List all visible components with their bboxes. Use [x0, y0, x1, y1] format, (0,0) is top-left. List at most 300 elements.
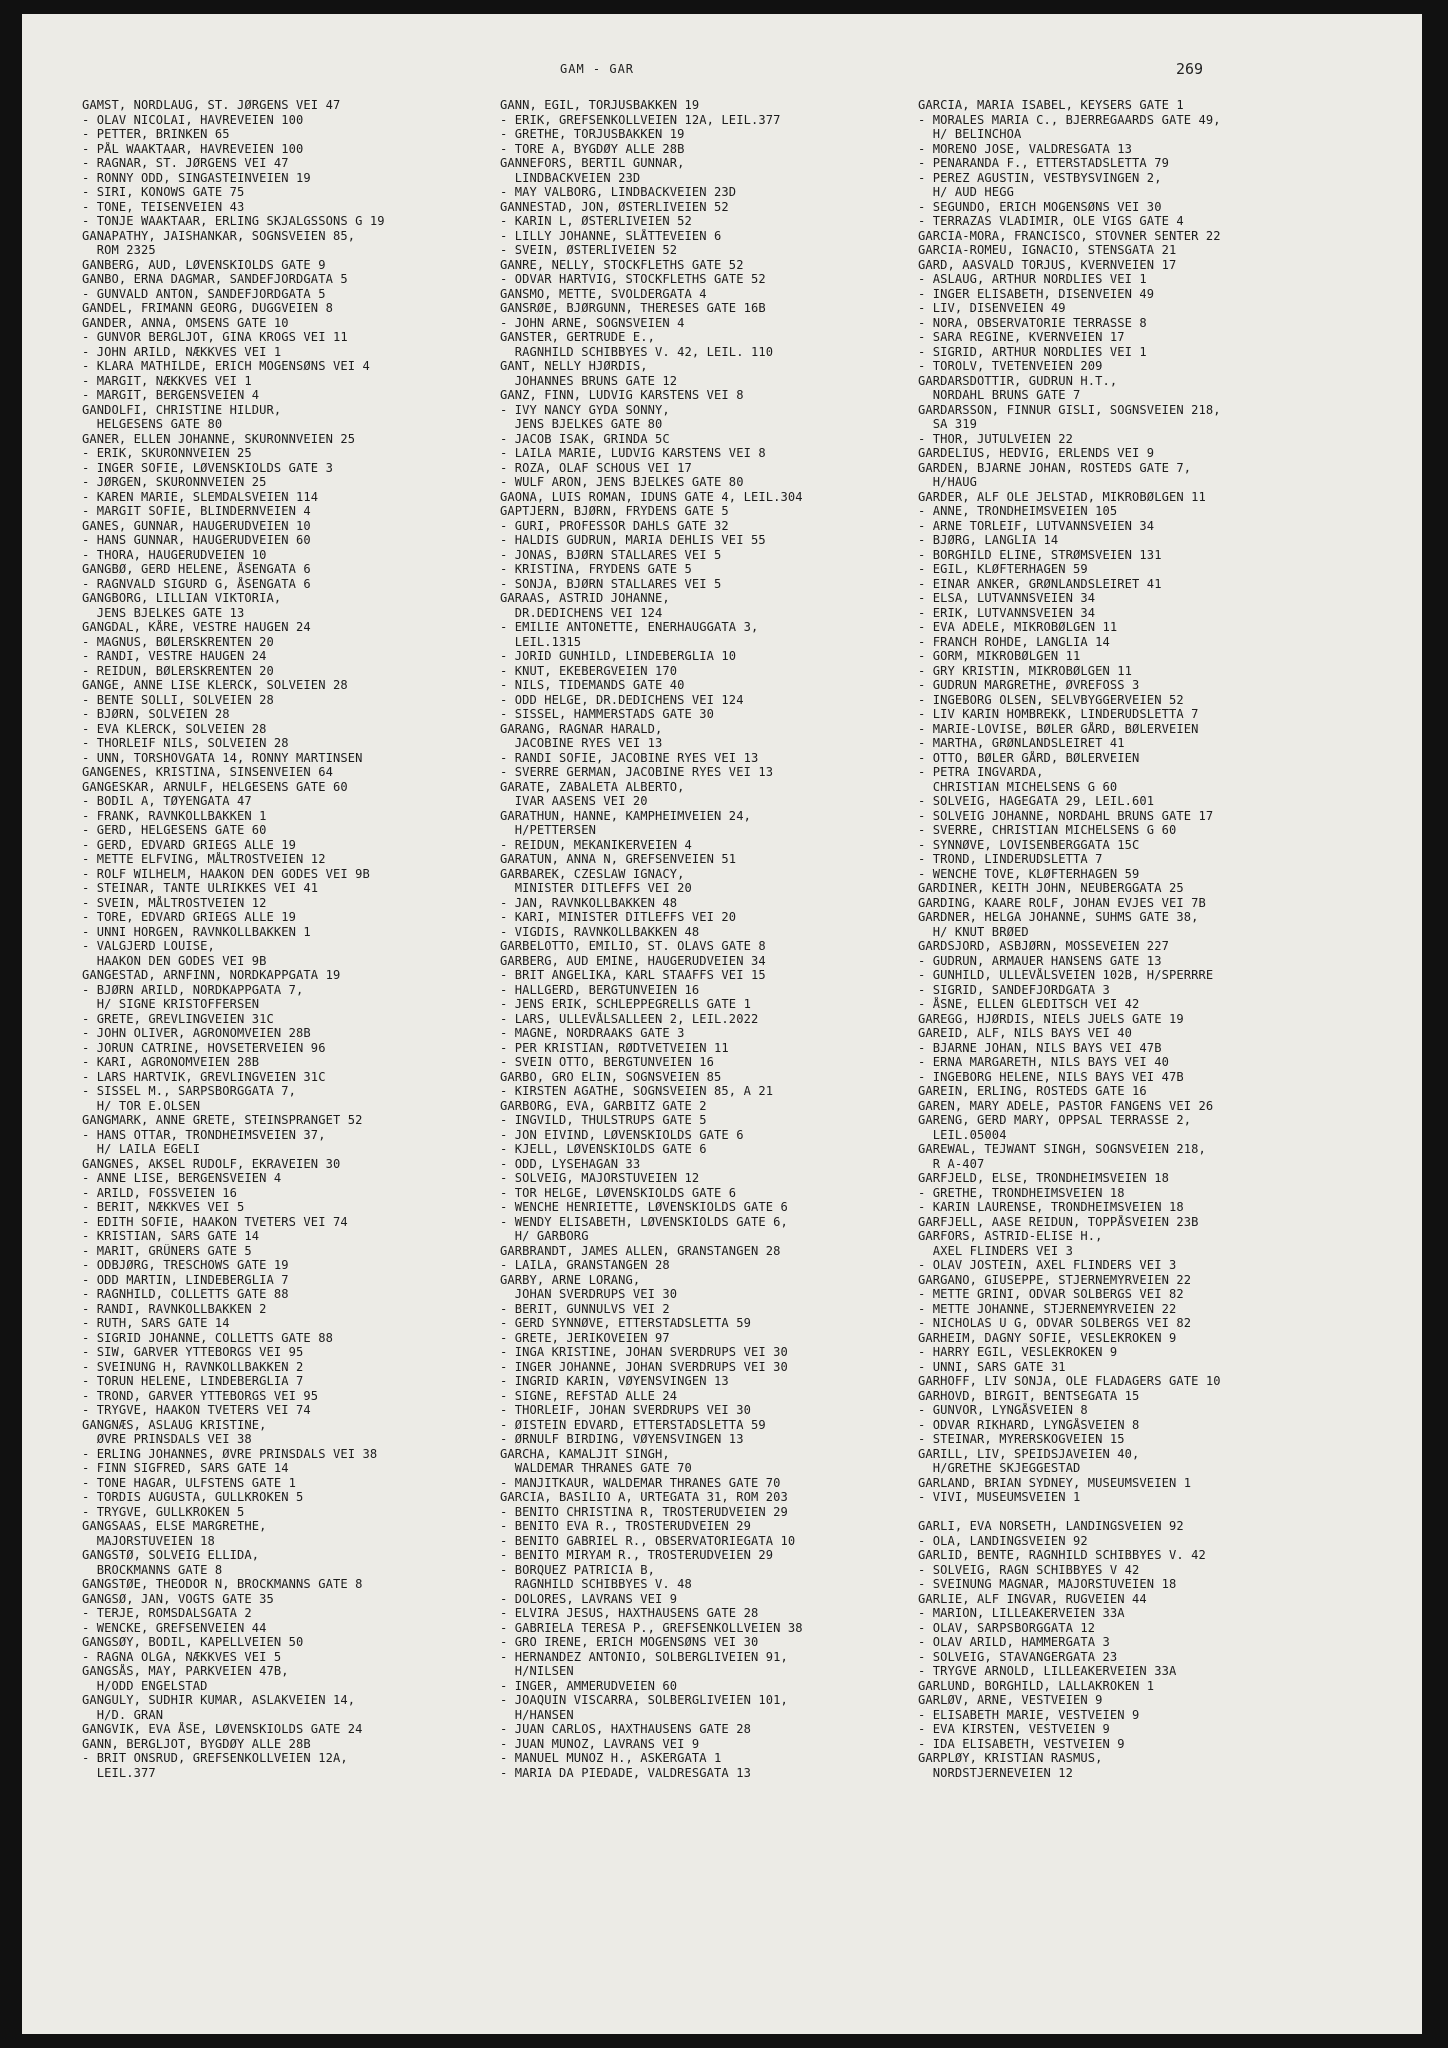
- directory-column-1: [82, 98, 385, 1780]
- directory-entry-line: H/NILSEN: [500, 1664, 574, 1678]
- directory-entry-line: - TERJE, ROMSDALSGATA 2: [82, 1606, 252, 1620]
- directory-entry-line: - SOLVEIG, HAGEGATA 29, LEIL.601: [918, 794, 1155, 808]
- directory-entry-line: - GABRIELA TERESA P., GREFSENKOLLVEIEN 38: [500, 1620, 803, 1635]
- directory-entry-line: GARLI, EVA NORSETH, LANDINGSVEIEN 92: [918, 1519, 1184, 1533]
- directory-entry-line: RAGNHILD SCHIBBYES V. 42, LEIL. 110: [500, 344, 774, 359]
- directory-entry-line: - HANS GUNNAR, HAUGERUDVEIEN 60: [82, 533, 311, 547]
- directory-entry-line: - TRYGVE ARNOLD, LILLEAKERVEIEN 33A: [918, 1664, 1177, 1678]
- directory-entry-line: - EMILIE ANTONETTE, ENERHAUGGATA 3,: [500, 620, 759, 634]
- directory-entry-line: - KARIN LAURENSE, TRONDHEIMSVEIEN 18: [918, 1200, 1184, 1214]
- directory-entry-line: - SIW, GARVER YTTEBORGS VEI 95: [82, 1345, 304, 1359]
- directory-entry-line: - BENTE SOLLI, SOLVEIEN 28: [82, 692, 274, 707]
- directory-entry-line: MAJORSTUVEIEN 18: [82, 1533, 215, 1548]
- directory-entry-line: - OLA, LANDINGSVEIEN 92: [918, 1533, 1088, 1548]
- directory-entry-line: - JORUN CATRINE, HOVSETERVEIEN 96: [82, 1040, 326, 1055]
- directory-entry-line: - KRISTIAN, SARS GATE 14: [82, 1229, 260, 1243]
- directory-entry-line: - SOLVEIG, RAGN SCHIBBYES V 42: [918, 1562, 1140, 1577]
- directory-entry-line: - MARION, LILLEAKERVEIEN 33A: [918, 1606, 1125, 1620]
- directory-entry-line: GARDINER, KEITH JOHN, NEUBERGGATA 25: [918, 881, 1184, 895]
- directory-entry-line: - TRYGVE, GULLKROKEN 5: [82, 1504, 245, 1519]
- directory-entry-line: BROCKMANNS GATE 8: [82, 1562, 223, 1577]
- directory-entry-line: - ELISABETH MARIE, VESTVEIEN 9: [918, 1707, 1140, 1722]
- directory-entry-line: GAREN, MARY ADELE, PASTOR FANGENS VEI 26: [918, 1098, 1214, 1113]
- directory-entry-line: GARANG, RAGNAR HARALD,: [500, 721, 663, 736]
- directory-entry-line: GAMST, NORDLAUG, ST. JØRGENS VEI 47: [82, 98, 341, 112]
- directory-entry-line: - LAILA MARIE, LUDVIG KARSTENS VEI 8: [500, 446, 766, 460]
- directory-entry-line: - STEINAR, MYRERSKOGVEIEN 15: [918, 1432, 1125, 1446]
- directory-entry-line: - JONAS, BJØRN STALLARES VEI 5: [500, 547, 722, 562]
- directory-entry-line: - TONE, TEISENVEIEN 43: [82, 199, 245, 214]
- directory-entry-line: - TOR HELGE, LØVENSKIOLDS GATE 6: [500, 1185, 737, 1200]
- directory-entry-line: HELGESENS GATE 80: [82, 417, 223, 431]
- directory-entry-line: GAREID, ALF, NILS BAYS VEI 40: [918, 1026, 1133, 1040]
- directory-entry-line: - ELVIRA JESUS, HAXTHAUSENS GATE 28: [500, 1606, 759, 1620]
- directory-entry-line: GARLAND, BRIAN SYDNEY, MUSEUMSVEIEN 1: [918, 1475, 1192, 1490]
- directory-entry-line: - BJARNE JOHAN, NILS BAYS VEI 47B: [918, 1040, 1162, 1055]
- directory-entry-line: - RANDI, VESTRE HAUGEN 24: [82, 649, 267, 663]
- directory-entry-line: - SVERRE, CHRISTIAN MICHELSENS G 60: [918, 823, 1177, 837]
- directory-entry-line: NORDSTJERNEVEIEN 12: [918, 1765, 1074, 1780]
- directory-entry-line: - KJELL, LØVENSKIOLDS GATE 6: [500, 1142, 707, 1156]
- directory-entry-line: - GRO IRENE, ERICH MOGENSØNS VEI 30: [500, 1635, 759, 1649]
- directory-entry-line: LEIL.377: [82, 1765, 156, 1780]
- directory-entry-line: - ANNE LISE, BERGENSVEIEN 4: [82, 1171, 282, 1185]
- directory-entry-line: GARLID, BENTE, RAGNHILD SCHIBBYES V. 42: [918, 1548, 1206, 1562]
- directory-entry-line: - LARS HARTVIK, GREVLINGVEIEN 31C: [82, 1069, 326, 1084]
- directory-entry-line: - JENS ERIK, SCHLEPPEGRELLS GATE 1: [500, 997, 751, 1011]
- directory-entry-line: - MARGIT, BERGENSVEIEN 4: [82, 388, 260, 402]
- directory-entry-line: GARBY, ARNE LORANG,: [500, 1272, 641, 1287]
- directory-entry-line: - THORLEIF, JOHAN SVERDRUPS VEI 30: [500, 1403, 751, 1417]
- directory-entry-line: - METTE GRINI, ODVAR SOLBERGS VEI 82: [918, 1287, 1184, 1301]
- directory-entry-line: - OLAV NICOLAI, HAVREVEIEN 100: [82, 112, 304, 127]
- directory-entry-line: GARATHUN, HANNE, KAMPHEIMVEIEN 24,: [500, 808, 751, 823]
- directory-entry-line: - OTTO, BØLER GÅRD, BØLERVEIEN: [918, 750, 1140, 765]
- directory-entry-line: WALDEMAR THRANES GATE 70: [500, 1461, 692, 1475]
- directory-entry-line: GARCIA, BASILIO A, URTEGATA 31, ROM 203: [500, 1490, 788, 1504]
- directory-entry-line: GANGENES, KRISTINA, SINSENVEIEN 64: [82, 765, 333, 779]
- directory-entry-line: - KAREN MARIE, SLEMDALSVEIEN 114: [82, 489, 319, 504]
- directory-entry-line: - MARGIT, NÆKKVES VEI 1: [82, 373, 252, 388]
- directory-entry-line: - METTE JOHANNE, STJERNEMYRVEIEN 22: [918, 1301, 1177, 1316]
- directory-entry-line: - JAN, RAVNKOLLBAKKEN 48: [500, 895, 678, 910]
- directory-entry-line: GAONA, LUIS ROMAN, IDUNS GATE 4, LEIL.304: [500, 489, 803, 504]
- directory-entry-line: - EGIL, KLØFTERHAGEN 59: [918, 562, 1088, 576]
- directory-entry-line: - GRY KRISTIN, MIKROBØLGEN 11: [918, 663, 1133, 678]
- directory-entry-line: - INGEBORG OLSEN, SELVBYGGERVEIEN 52: [918, 692, 1184, 707]
- directory-entry-line: - ODBJØRG, TRESCHOWS GATE 19: [82, 1258, 289, 1272]
- directory-entry-line: - BENITO MIRYAM R., TROSTERUDVEIEN 29: [500, 1548, 774, 1562]
- directory-entry-line: - JACOB ISAK, GRINDA 5C: [500, 431, 670, 446]
- directory-entry-line: - LIV KARIN HOMBREKK, LINDERUDSLETTA 7: [918, 707, 1199, 721]
- directory-entry-line: - BERIT, NÆKKVES VEI 5: [82, 1200, 245, 1214]
- directory-entry-line: H/ODD ENGELSTAD: [82, 1678, 208, 1693]
- directory-entry-line: - PETTER, BRINKEN 65: [82, 127, 230, 141]
- directory-entry-line: - GUNVALD ANTON, SANDEFJORDGATA 5: [82, 286, 326, 301]
- directory-entry-line: - EDITH SOFIE, HAAKON TVETERS VEI 74: [82, 1214, 348, 1229]
- directory-entry-line: - FINN SIGFRED, SARS GATE 14: [82, 1461, 289, 1475]
- directory-entry-line: IVAR AASENS VEI 20: [500, 794, 648, 808]
- directory-entry-line: - BENITO GABRIEL R., OBSERVATORIEGATA 10: [500, 1533, 796, 1548]
- directory-entry-line: H/ KNUT BRØED: [918, 924, 1029, 939]
- directory-entry-line: JENS BJELKES GATE 13: [82, 605, 245, 620]
- directory-entry-line: GARHOFF, LIV SONJA, OLE FLADAGERS GATE 10: [918, 1374, 1221, 1388]
- directory-entry-line: - INGER SOFIE, LØVENSKIOLDS GATE 3: [82, 460, 333, 475]
- directory-entry-line: - SVEINUNG H, RAVNKOLLBAKKEN 2: [82, 1359, 304, 1374]
- directory-entry-line: - ÅSNE, ELLEN GLEDITSCH VEI 42: [918, 997, 1140, 1011]
- directory-entry-line: H/D. GRAN: [82, 1707, 164, 1722]
- directory-entry-line: - TORUN HELENE, LINDEBERGLIA 7: [82, 1374, 304, 1388]
- directory-entry-line: - GUNVOR BERGLJOT, GINA KROGS VEI 11: [82, 330, 348, 344]
- directory-entry-line: - BENITO CHRISTINA R, TROSTERUDVEIEN 29: [500, 1504, 788, 1519]
- directory-entry-line: - GORM, MIKROBØLGEN 11: [918, 649, 1081, 663]
- directory-entry-line: - REIDUN, MEKANIKERVEIEN 4: [500, 837, 692, 852]
- directory-entry-line: GANBERG, AUD, LØVENSKIOLDS GATE 9: [82, 257, 326, 272]
- directory-entry-line: - ODVAR HARTVIG, STOCKFLETHS GATE 52: [500, 272, 766, 286]
- directory-entry-line: - GERD SYNNØVE, ETTERSTADSLETTA 59: [500, 1316, 751, 1330]
- directory-entry-line: GANGMARK, ANNE GRETE, STEINSPRANGET 52: [82, 1113, 363, 1127]
- directory-entry-line: GARDARSDOTTIR, GUDRUN H.T.,: [918, 373, 1118, 388]
- directory-entry-line: GANGNES, AKSEL RUDOLF, EKRAVEIEN 30: [82, 1156, 341, 1171]
- directory-entry-line: GANGSAAS, ELSE MARGRETHE,: [82, 1519, 267, 1533]
- directory-entry-line: - SYNNØVE, LOVISENBERGGATA 15C: [918, 837, 1140, 852]
- directory-entry-line: - INGEBORG HELENE, NILS BAYS VEI 47B: [918, 1069, 1184, 1084]
- directory-entry-line: - MAY VALBORG, LINDBACKVEIEN 23D: [500, 185, 737, 199]
- directory-entry-line: - IDA ELISABETH, VESTVEIEN 9: [918, 1736, 1125, 1751]
- directory-entry-line: - SVEIN OTTO, BERGTUNVEIEN 16: [500, 1055, 715, 1069]
- directory-entry-line: - TONE HAGAR, ULFSTENS GATE 1: [82, 1475, 297, 1490]
- directory-entry-line: - ODD, LYSEHAGAN 33: [500, 1156, 641, 1171]
- directory-entry-line: - ARILD, FOSSVEIEN 16: [82, 1185, 238, 1200]
- directory-entry-line: - HANS OTTAR, TRONDHEIMSVEIEN 37,: [82, 1127, 326, 1142]
- directory-entry-line: - THOR, JUTULVEIEN 22: [918, 431, 1074, 446]
- directory-entry-line: GARDER, ALF OLE JELSTAD, MIKROBØLGEN 11: [918, 489, 1206, 504]
- directory-entry-line: - NILS, TIDEMANDS GATE 40: [500, 678, 685, 692]
- directory-entry-line: - BORGHILD ELINE, STRØMSVEIEN 131: [918, 547, 1162, 562]
- directory-entry-line: - GRETE, GREVLINGVEIEN 31C: [82, 1011, 274, 1026]
- directory-entry-line: - MANJITKAUR, WALDEMAR THRANES GATE 70: [500, 1475, 781, 1490]
- directory-entry-line: GANGNÆS, ASLAUG KRISTINE,: [82, 1417, 267, 1432]
- directory-entry-line: - TRYGVE, HAAKON TVETERS VEI 74: [82, 1403, 311, 1417]
- directory-entry-line: GARCIA-MORA, FRANCISCO, STOVNER SENTER 22: [918, 228, 1221, 243]
- directory-entry-line: GARCIA, MARIA ISABEL, KEYSERS GATE 1: [918, 98, 1184, 112]
- directory-entry-line: - RAGNHILD, COLLETTS GATE 88: [82, 1287, 289, 1301]
- directory-entry-line: - KARIN L, ØSTERLIVEIEN 52: [500, 214, 692, 228]
- directory-entry-line: CHRISTIAN MICHELSENS G 60: [918, 779, 1118, 794]
- directory-entry-line: H/PETTERSEN: [500, 823, 596, 837]
- running-header: GAM - GAR: [560, 62, 635, 76]
- directory-entry-line: - MANUEL MUNOZ H., ASKERGATA 1: [500, 1751, 722, 1765]
- directory-entry-line: GARBORG, EVA, GARBITZ GATE 2: [500, 1098, 707, 1113]
- directory-entry-line: - KIRSTEN AGATHE, SOGNSVEIEN 85, A 21: [500, 1084, 774, 1098]
- directory-entry-line: - BJØRG, LANGLIA 14: [918, 533, 1059, 547]
- directory-entry-line: - MAGNE, NORDRAAKS GATE 3: [500, 1026, 685, 1040]
- directory-entry-line: NORDAHL BRUNS GATE 7: [918, 388, 1081, 402]
- directory-entry-line: GANGESKAR, ARNULF, HELGESENS GATE 60: [82, 779, 348, 794]
- directory-entry-line: - LIV, DISENVEIEN 49: [918, 301, 1066, 315]
- directory-entry-line: - ERNA MARGARETH, NILS BAYS VEI 40: [918, 1055, 1169, 1069]
- directory-entry-line: - HALDIS GUDRUN, MARIA DEHLIS VEI 55: [500, 533, 766, 547]
- directory-entry-line: - SONJA, BJØRN STALLARES VEI 5: [500, 576, 722, 591]
- directory-entry-line: JACOBINE RYES VEI 13: [500, 736, 663, 750]
- directory-entry-line: MINISTER DITLEFFS VEI 20: [500, 881, 692, 895]
- directory-entry-line: H/HANSEN: [500, 1707, 574, 1722]
- directory-entry-line: GANN, EGIL, TORJUSBAKKEN 19: [500, 98, 700, 112]
- directory-entry-line: - HERNANDEZ ANTONIO, SOLBERGLIVEIEN 91,: [500, 1649, 788, 1664]
- directory-entry-line: DR.DEDICHENS VEI 124: [500, 605, 663, 620]
- directory-entry-line: GAREGG, HJØRDIS, NIELS JUELS GATE 19: [918, 1011, 1184, 1026]
- directory-entry-line: - WULF ARON, JENS BJELKES GATE 80: [500, 475, 744, 489]
- directory-entry-line: - SOLVEIG, STAVANGERGATA 23: [918, 1649, 1118, 1664]
- directory-entry-line: - WENDY ELISABETH, LØVENSKIOLDS GATE 6,: [500, 1214, 788, 1229]
- directory-entry-line: GANT, NELLY HJØRDIS,: [500, 359, 648, 373]
- directory-entry-line: JOHAN SVERDRUPS VEI 30: [500, 1287, 678, 1301]
- directory-entry-line: - REIDUN, BØLERSKRENTEN 20: [82, 663, 274, 678]
- directory-entry-line: - OLAV JOSTEIN, AXEL FLINDERS VEI 3: [918, 1258, 1177, 1272]
- directory-entry-line: GARDARSSON, FINNUR GISLI, SOGNSVEIEN 218,: [918, 402, 1221, 417]
- directory-entry-line: GANES, GUNNAR, HAUGERUDVEIEN 10: [82, 518, 311, 533]
- directory-entry-line: - METTE ELFVING, MÅLTROSTVEIEN 12: [82, 852, 326, 866]
- directory-entry-line: GANAPATHY, JAISHANKAR, SOGNSVEIEN 85,: [82, 228, 356, 243]
- directory-entry-line: GARHEIM, DAGNY SOFIE, VESLEKROKEN 9: [918, 1330, 1177, 1345]
- directory-entry-line: - WENCKE, GREFSENVEIEN 44: [82, 1620, 267, 1635]
- directory-entry-line: GAPTJERN, BJØRN, FRYDENS GATE 5: [500, 504, 729, 518]
- directory-entry-line: - TORE A, BYGDØY ALLE 28B: [500, 141, 685, 156]
- directory-entry-line: GANGSØY, BODIL, KAPELLVEIEN 50: [82, 1635, 304, 1649]
- directory-entry-line: - STEINAR, TANTE ULRIKKES VEI 41: [82, 881, 319, 895]
- directory-entry-line: GARD, AASVALD TORJUS, KVERNVEIEN 17: [918, 257, 1177, 272]
- directory-entry-line: - UNNI, SARS GATE 31: [918, 1359, 1066, 1374]
- directory-entry-line: GANN, BERGLJOT, BYGDØY ALLE 28B: [82, 1736, 311, 1751]
- directory-column-3: [918, 98, 1221, 1780]
- directory-entry-line: GANNESTAD, JON, ØSTERLIVEIEN 52: [500, 199, 729, 214]
- directory-entry-line: - RONNY ODD, SINGASTEINVEIEN 19: [82, 170, 311, 185]
- directory-entry-line: H/ SIGNE KRISTOFFERSEN: [82, 997, 260, 1011]
- directory-entry-line: - BERIT, GUNNULVS VEI 2: [500, 1301, 670, 1316]
- directory-entry-line: - GRETE, JERIKOVEIEN 97: [500, 1330, 670, 1345]
- directory-entry-line: - EVA KLERCK, SOLVEIEN 28: [82, 721, 267, 736]
- directory-entry-line: GARFJELL, AASE REIDUN, TOPPÅSVEIEN 23B: [918, 1214, 1199, 1229]
- directory-entry-line: - ASLAUG, ARTHUR NORDLIES VEI 1: [918, 272, 1147, 286]
- directory-entry-line: GANGULY, SUDHIR KUMAR, ASLAKVEIEN 14,: [82, 1693, 356, 1707]
- directory-entry-line: - PÅL WAAKTAAR, HAVREVEIEN 100: [82, 141, 304, 156]
- directory-entry-line: GANGSÅS, MAY, PARKVEIEN 47B,: [82, 1664, 289, 1678]
- directory-entry-line: - TROND, GARVER YTTEBORGS VEI 95: [82, 1388, 319, 1403]
- directory-entry-line: GANSRØE, BJØRGUNN, THERESES GATE 16B: [500, 301, 766, 315]
- directory-entry-line: - JUAN MUNOZ, LAVRANS VEI 9: [500, 1736, 700, 1751]
- directory-entry-line: GARLUND, BORGHILD, LALLAKROKEN 1: [918, 1678, 1155, 1693]
- directory-entry-line: GANGSTØ, SOLVEIG ELLIDA,: [82, 1548, 260, 1562]
- directory-entry-line: - ODD HELGE, DR.DEDICHENS VEI 124: [500, 692, 744, 707]
- directory-entry-line: - WENCHE TOVE, KLØFTERHAGEN 59: [918, 866, 1140, 881]
- directory-entry-line: - GRETHE, TRONDHEIMSVEIEN 18: [918, 1185, 1125, 1200]
- directory-entry-line: - HALLGERD, BERGTUNVEIEN 16: [500, 982, 700, 997]
- directory-entry-line: - SVERRE GERMAN, JACOBINE RYES VEI 13: [500, 765, 774, 779]
- directory-entry-line: GAREWAL, TEJWANT SINGH, SOGNSVEIEN 218,: [918, 1142, 1206, 1156]
- directory-entry-line: - TORE, EDVARD GRIEGS ALLE 19: [82, 910, 297, 924]
- directory-entry-line: R A-407: [918, 1156, 985, 1171]
- directory-entry-line: GANRE, NELLY, STOCKFLETHS GATE 52: [500, 257, 744, 272]
- directory-entry-line: - JON EIVIND, LØVENSKIOLDS GATE 6: [500, 1127, 744, 1142]
- directory-entry-line: - UNN, TORSHOVGATA 14, RONNY MARTINSEN: [82, 750, 363, 765]
- directory-entry-line: - ODD MARTIN, LINDEBERGLIA 7: [82, 1272, 289, 1287]
- directory-entry-line: H/ BELINCHOA: [918, 127, 1022, 141]
- directory-entry-line: - BJØRN, SOLVEIEN 28: [82, 707, 230, 721]
- directory-entry-line: - SIGNE, REFSTAD ALLE 24: [500, 1388, 678, 1403]
- directory-entry-line: - SOLVEIG JOHANNE, NORDAHL BRUNS GATE 17: [918, 808, 1214, 823]
- directory-entry-line: [918, 1505, 1221, 1520]
- directory-entry-line: GARDNER, HELGA JOHANNE, SUHMS GATE 38,: [918, 910, 1199, 924]
- directory-entry-line: - EVA KIRSTEN, VESTVEIEN 9: [918, 1722, 1110, 1736]
- directory-entry-line: - ANNE, TRONDHEIMSVEIEN 105: [918, 504, 1118, 518]
- directory-entry-line: AXEL FLINDERS VEI 3: [918, 1243, 1074, 1258]
- directory-entry-line: GANGVIK, EVA ÅSE, LØVENSKIOLDS GATE 24: [82, 1722, 363, 1736]
- directory-entry-line: - INGER ELISABETH, DISENVEIEN 49: [918, 286, 1155, 301]
- directory-entry-line: - TROND, LINDERUDSLETTA 7: [918, 852, 1103, 866]
- directory-entry-line: - KLARA MATHILDE, ERICH MOGENSØNS VEI 4: [82, 359, 370, 373]
- directory-entry-line: GARFORS, ASTRID-ELISE H.,: [918, 1229, 1103, 1243]
- directory-entry-line: - JOHN OLIVER, AGRONOMVEIEN 28B: [82, 1026, 311, 1040]
- directory-entry-line: - SIGRID JOHANNE, COLLETTS GATE 88: [82, 1330, 333, 1345]
- directory-entry-line: GARBELOTTO, EMILIO, ST. OLAVS GATE 8: [500, 939, 766, 953]
- directory-entry-line: - GERD, HELGESENS GATE 60: [82, 823, 267, 837]
- directory-entry-line: - BJØRN ARILD, NORDKAPPGATA 7,: [82, 982, 304, 997]
- directory-entry-line: - SEGUNDO, ERICH MOGENSØNS VEI 30: [918, 199, 1162, 214]
- directory-entry-line: - SOLVEIG, MAJORSTUVEIEN 12: [500, 1171, 700, 1185]
- directory-entry-line: GANDER, ANNA, OMSENS GATE 10: [82, 315, 289, 330]
- directory-entry-line: - NICHOLAS U G, ODVAR SOLBERGS VEI 82: [918, 1316, 1192, 1330]
- directory-entry-line: - MARTHA, GRØNLANDSLEIRET 41: [918, 736, 1125, 750]
- directory-entry-line: JENS BJELKES GATE 80: [500, 417, 663, 431]
- directory-entry-line: GANER, ELLEN JOHANNE, SKURONNVEIEN 25: [82, 431, 356, 446]
- directory-entry-line: - RANDI SOFIE, JACOBINE RYES VEI 13: [500, 750, 759, 765]
- directory-entry-line: GARBRANDT, JAMES ALLEN, GRANSTANGEN 28: [500, 1243, 781, 1258]
- directory-entry-line: - LAILA, GRANSTANGEN 28: [500, 1258, 670, 1272]
- directory-entry-line: - SISSEL M., SARPSBORGGATA 7,: [82, 1084, 297, 1098]
- directory-entry-line: - ØISTEIN EDVARD, ETTERSTADSLETTA 59: [500, 1417, 766, 1432]
- directory-entry-line: - FRANK, RAVNKOLLBAKKEN 1: [82, 808, 267, 823]
- directory-entry-line: - JOHN ARILD, NÆKKVES VEI 1: [82, 344, 282, 359]
- directory-entry-line: - IVY NANCY GYDA SONNY,: [500, 402, 670, 417]
- directory-entry-line: - INGER JOHANNE, JOHAN SVERDRUPS VEI 30: [500, 1359, 788, 1374]
- directory-entry-line: - KARI, AGRONOMVEIEN 28B: [82, 1055, 260, 1069]
- directory-entry-line: - MAGNUS, BØLERSKRENTEN 20: [82, 634, 274, 649]
- directory-entry-line: HAAKON DEN GODES VEI 9B: [82, 953, 267, 968]
- directory-entry-line: - PER KRISTIAN, RØDTVETVEIEN 11: [500, 1040, 729, 1055]
- directory-entry-line: - JØRGEN, SKURONNVEIEN 25: [82, 475, 267, 489]
- directory-entry-line: - TORDIS AUGUSTA, GULLKROKEN 5: [82, 1490, 304, 1504]
- directory-entry-line: - GERD, EDVARD GRIEGS ALLE 19: [82, 837, 297, 852]
- directory-entry-line: GARENG, GERD MARY, OPPSAL TERRASSE 2,: [918, 1113, 1192, 1127]
- directory-entry-line: - SARA REGINE, KVERNVEIEN 17: [918, 330, 1125, 344]
- directory-entry-line: - LILLY JOHANNE, SLÅTTEVEIEN 6: [500, 228, 722, 243]
- directory-entry-line: - MARIT, GRÜNERS GATE 5: [82, 1243, 252, 1258]
- directory-entry-line: GANGBORG, LILLIAN VIKTORIA,: [82, 591, 282, 605]
- directory-entry-line: - SVEINUNG MAGNAR, MAJORSTUVEIEN 18: [918, 1577, 1177, 1591]
- directory-entry-line: - FRANCH ROHDE, LANGLIA 14: [918, 634, 1110, 649]
- directory-entry-line: - ARNE TORLEIF, LUTVANNSVEIEN 34: [918, 518, 1155, 533]
- directory-entry-line: - JORID GUNHILD, LINDEBERGLIA 10: [500, 649, 737, 663]
- directory-entry-line: - MARIA DA PIEDADE, VALDRESGATA 13: [500, 1765, 751, 1780]
- directory-entry-line: GARDEN, BJARNE JOHAN, ROSTEDS GATE 7,: [918, 460, 1192, 475]
- directory-entry-line: - SVEIN, ØSTERLIVEIEN 52: [500, 243, 678, 257]
- directory-entry-line: - PENARANDA F., ETTERSTADSLETTA 79: [918, 156, 1169, 170]
- directory-entry-line: GANZ, FINN, LUDVIG KARSTENS VEI 8: [500, 388, 744, 402]
- directory-entry-line: GANDOLFI, CHRISTINE HILDUR,: [82, 402, 282, 417]
- directory-entry-line: - GRETHE, TORJUSBAKKEN 19: [500, 127, 685, 141]
- directory-entry-line: H/GRETHE SKJEGGESTAD: [918, 1461, 1081, 1475]
- directory-entry-line: GANSTER, GERTRUDE E.,: [500, 330, 656, 344]
- directory-entry-line: - TERRAZAS VLADIMIR, OLE VIGS GATE 4: [918, 214, 1184, 228]
- directory-entry-line: - INGRID KARIN, VØYENSVINGEN 13: [500, 1374, 729, 1388]
- directory-entry-line: - SISSEL, HAMMERSTADS GATE 30: [500, 707, 715, 721]
- directory-entry-line: H/ TOR E.OLSEN: [82, 1098, 201, 1113]
- directory-entry-line: - KARI, MINISTER DITLEFFS VEI 20: [500, 910, 737, 924]
- directory-entry-line: - ROZA, OLAF SCHOUS VEI 17: [500, 460, 692, 475]
- directory-entry-line: - VALGJERD LOUISE,: [82, 939, 215, 953]
- directory-entry-line: - INGER, AMMERUDVEIEN 60: [500, 1678, 678, 1693]
- directory-entry-line: JOHANNES BRUNS GATE 12: [500, 373, 678, 388]
- directory-entry-line: - ERIK, LUTVANNSVEIEN 34: [918, 605, 1096, 620]
- directory-entry-line: - MORENO JOSE, VALDRESGATA 13: [918, 141, 1133, 156]
- directory-entry-line: - MARIE-LOVISE, BØLER GÅRD, BØLERVEIEN: [918, 721, 1199, 736]
- directory-entry-line: - BRIT ANGELIKA, KARL STAAFFS VEI 15: [500, 968, 766, 982]
- directory-entry-line: GARATUN, ANNA N, GREFSENVEIEN 51: [500, 852, 737, 866]
- directory-entry-line: H/ GARBORG: [500, 1229, 589, 1243]
- directory-entry-line: - PETRA INGVARDA,: [918, 765, 1044, 779]
- directory-entry-line: - ROLF WILHELM, HAAKON DEN GODES VEI 9B: [82, 866, 370, 881]
- directory-entry-line: - PEREZ AGUSTIN, VESTBYSVINGEN 2,: [918, 170, 1162, 185]
- directory-entry-line: GARDELIUS, HEDVIG, ERLENDS VEI 9: [918, 446, 1155, 460]
- directory-entry-line: - SIGRID, SANDEFJORDGATA 3: [918, 982, 1110, 997]
- directory-entry-line: - MORALES MARIA C., BJERREGAARDS GATE 49,: [918, 112, 1221, 127]
- directory-entry-line: - THORLEIF NILS, SOLVEIEN 28: [82, 736, 289, 750]
- directory-entry-line: LEIL.05004: [918, 1127, 1007, 1142]
- directory-entry-line: - BRIT ONSRUD, GREFSENKOLLVEIEN 12A,: [82, 1751, 348, 1765]
- directory-entry-line: - ØRNULF BIRDING, VØYENSVINGEN 13: [500, 1432, 744, 1446]
- directory-entry-line: - SIGRID, ARTHUR NORDLIES VEI 1: [918, 344, 1147, 359]
- directory-entry-line: GARDING, KAARE ROLF, JOHAN EVJES VEI 7B: [918, 895, 1206, 910]
- directory-entry-line: GANGE, ANNE LISE KLERCK, SOLVEIEN 28: [82, 678, 348, 692]
- directory-entry-line: - BENITO EVA R., TROSTERUDVEIEN 29: [500, 1519, 751, 1533]
- directory-entry-line: RAGNHILD SCHIBBYES V. 48: [500, 1577, 692, 1591]
- directory-entry-line: - NORA, OBSERVATORIE TERRASSE 8: [918, 315, 1147, 330]
- directory-entry-line: GANGDAL, KÅRE, VESTRE HAUGEN 24: [82, 620, 311, 634]
- directory-entry-line: H/HAUG: [918, 475, 978, 489]
- directory-entry-line: GANGESTAD, ARNFINN, NORDKAPPGATA 19: [82, 968, 341, 982]
- directory-entry-line: - ERIK, SKURONNVEIEN 25: [82, 446, 252, 460]
- directory-entry-line: GANDEL, FRIMANN GEORG, DUGGVEIEN 8: [82, 301, 333, 315]
- directory-entry-line: - ERLING JOHANNES, ØVRE PRINSDALS VEI 38: [82, 1446, 378, 1461]
- directory-entry-line: LEIL.1315: [500, 634, 582, 649]
- directory-entry-line: - HARRY EGIL, VESLEKROKEN 9: [918, 1345, 1118, 1359]
- page-number: 269: [1176, 60, 1204, 78]
- directory-entry-line: GARLIE, ALF INGVAR, RUGVEIEN 44: [918, 1591, 1147, 1606]
- directory-entry-line: GARBAREK, CZESLAW IGNACY,: [500, 866, 685, 881]
- directory-entry-line: - WENCHE HENRIETTE, LØVENSKIOLDS GATE 6: [500, 1200, 788, 1214]
- directory-entry-line: - ODVAR RIKHARD, LYNGÅSVEIEN 8: [918, 1417, 1140, 1432]
- directory-column-2: [500, 98, 803, 1780]
- directory-entry-line: - RAGNAR, ST. JØRGENS VEI 47: [82, 156, 289, 170]
- directory-entry-line: - RAGNVALD SIGURD G, ÅSENGATA 6: [82, 576, 311, 591]
- directory-entry-line: GARHOVD, BIRGIT, BENTSEGATA 15: [918, 1388, 1140, 1403]
- directory-entry-line: - TOROLV, TVETENVEIEN 209: [918, 359, 1103, 373]
- directory-entry-line: GANGBØ, GERD HELENE, ÅSENGATA 6: [82, 562, 311, 576]
- directory-entry-line: GAREIN, ERLING, ROSTEDS GATE 16: [918, 1084, 1147, 1098]
- directory-entry-line: - RUTH, SARS GATE 14: [82, 1316, 230, 1330]
- directory-entry-line: GARLØV, ARNE, VESTVEIEN 9: [918, 1693, 1103, 1707]
- directory-entry-line: LINDBACKVEIEN 23D: [500, 170, 641, 185]
